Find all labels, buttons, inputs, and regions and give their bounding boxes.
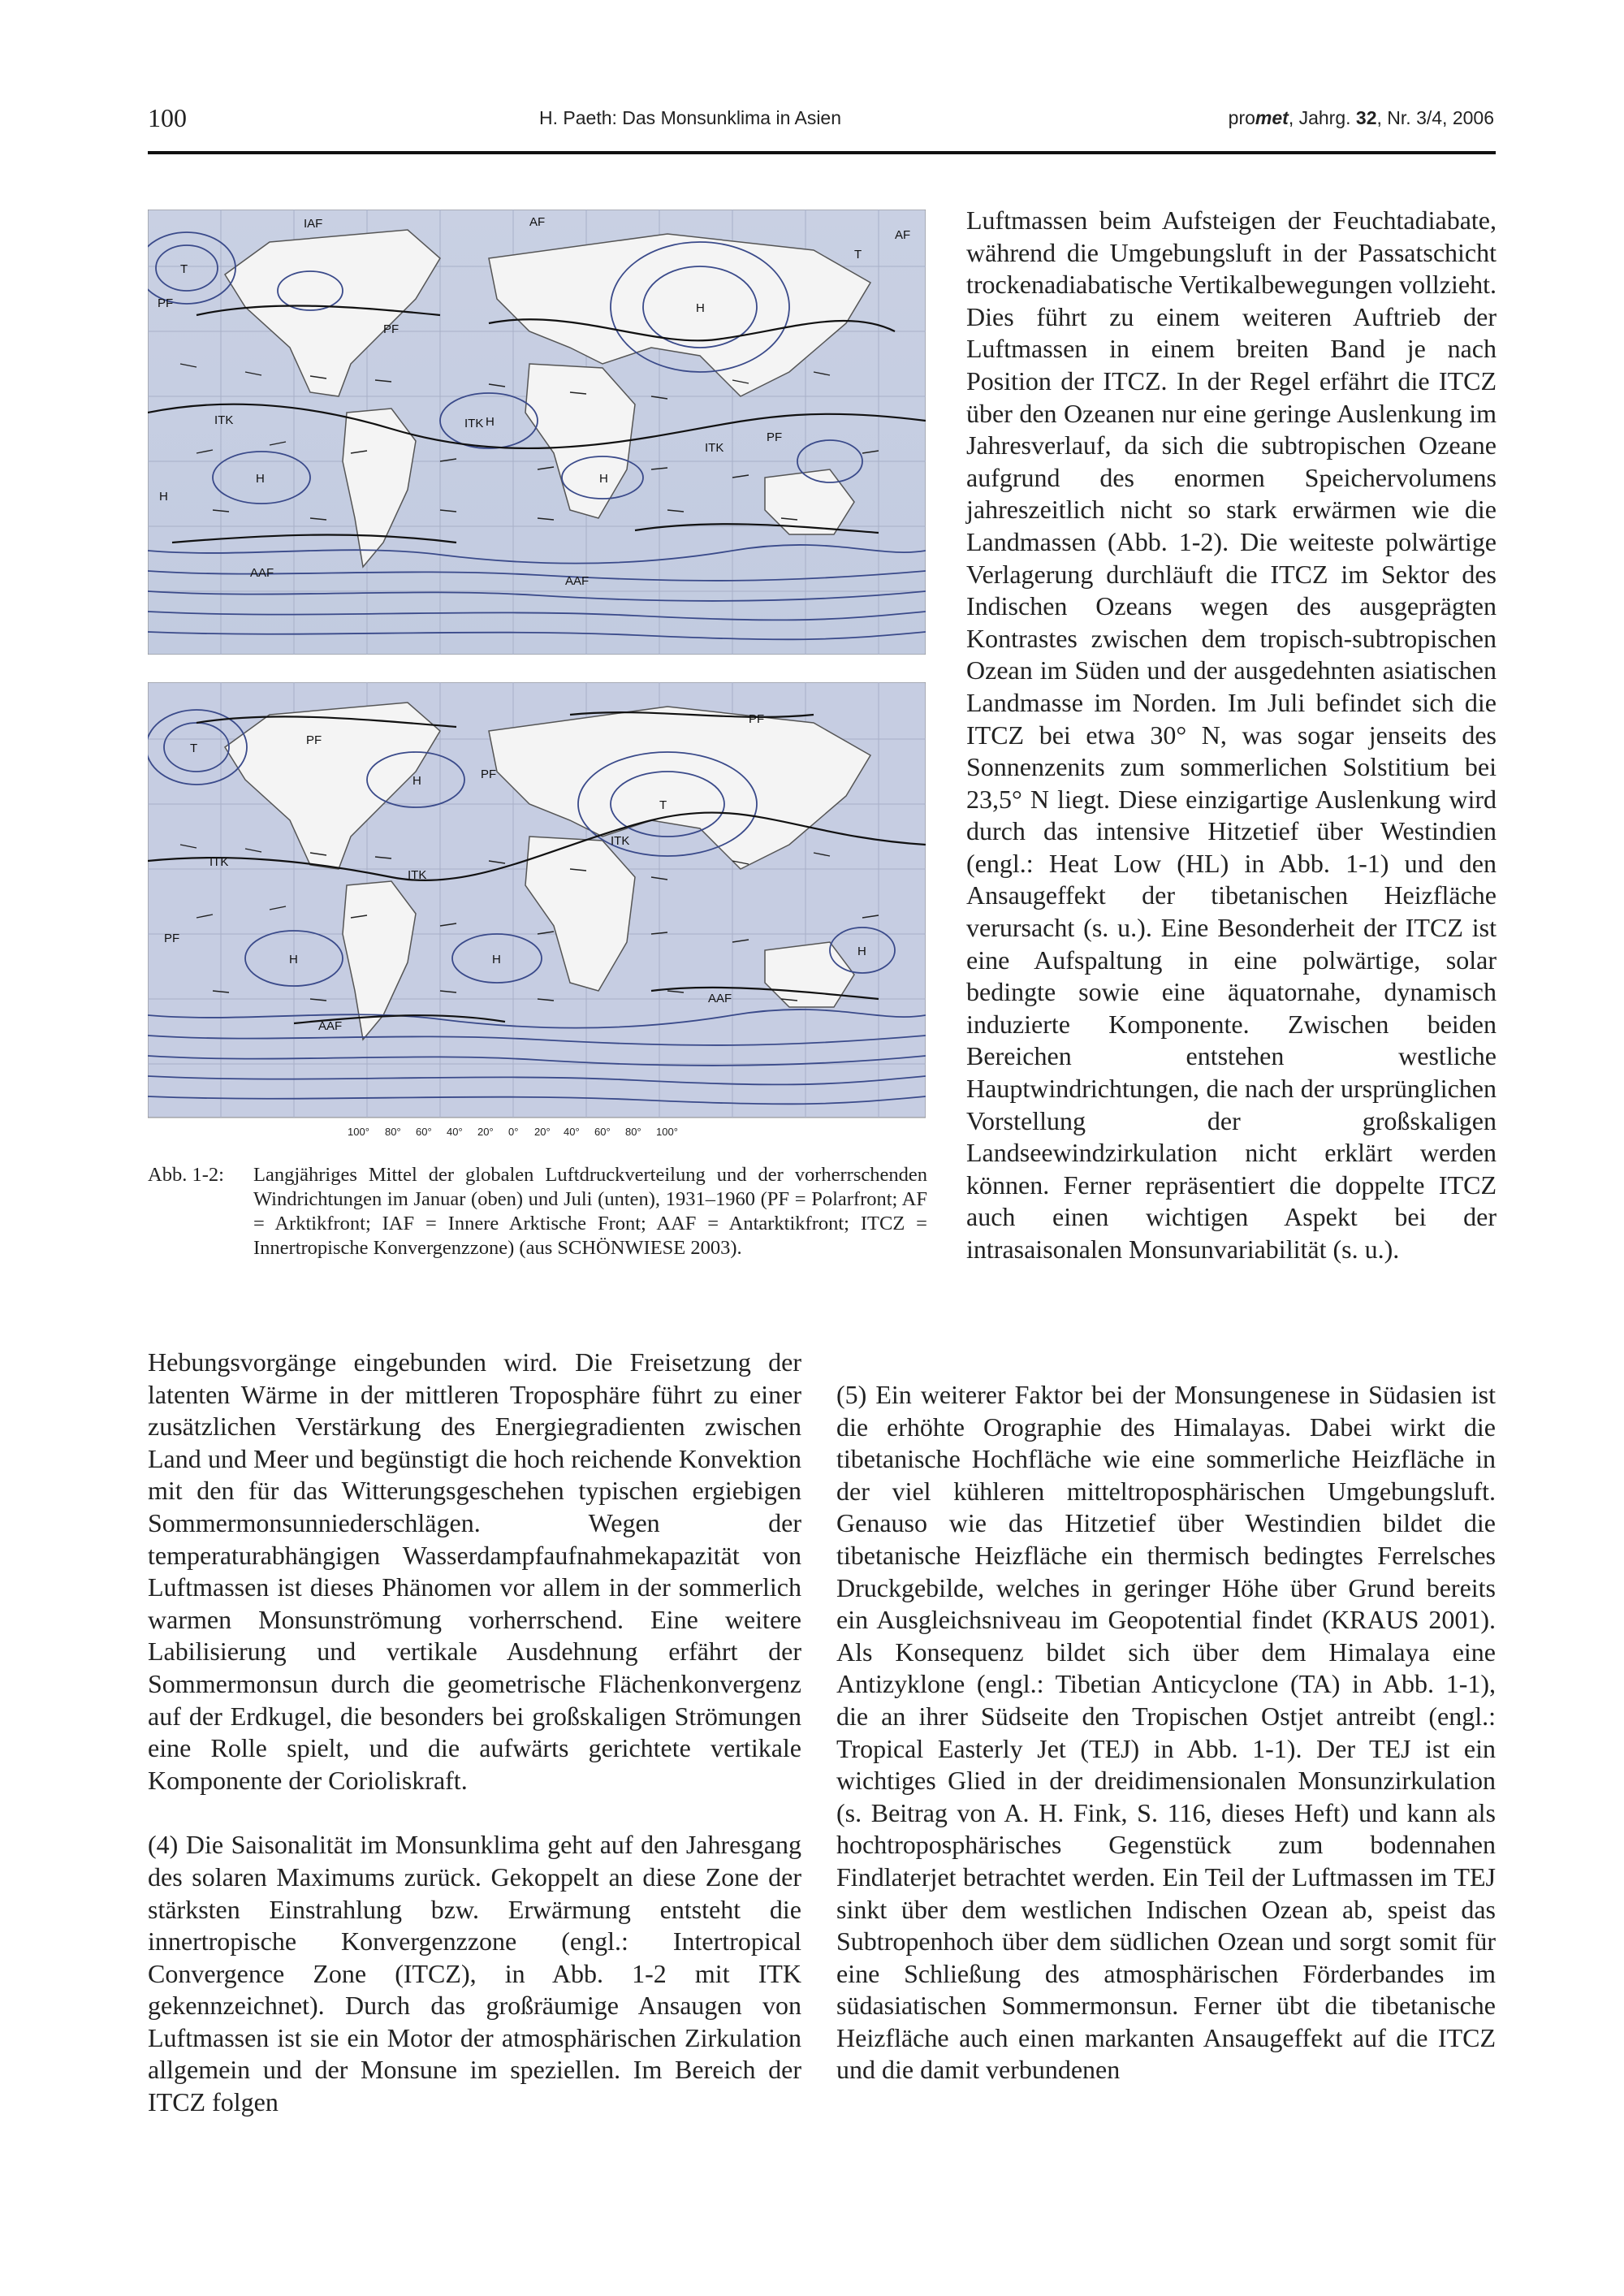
label-july-pf-3: PF [749, 712, 765, 726]
map-january [148, 210, 926, 655]
tick-label: 100° [656, 1126, 678, 1138]
label-july-aaf-2: AAF [708, 992, 732, 1005]
label-itk-1: ITK [214, 413, 234, 427]
figure-caption [148, 1163, 927, 1260]
label-july-t-2: T [190, 742, 198, 755]
label-july-itk-2: ITK [408, 868, 427, 882]
running-title: H. Paeth: Das Monsunklima in Asien [539, 107, 842, 128]
journal-italic: met [1255, 107, 1289, 128]
longitude-ticks [348, 1126, 678, 1138]
label-july-itk-1: ITK [209, 855, 229, 869]
label-july-h-4: H [412, 774, 421, 788]
label-july-t-1: T [659, 798, 667, 812]
tick-label: 40° [447, 1126, 463, 1138]
journal-reference [1222, 107, 1494, 140]
paragraph: (4) Die Saisonalität im Monsunklima geht auf den Jahresgang des solaren Maximums zurück. Gekoppelt an diese Zone der stärksten Einstrahlung bzw. Erwärmung entsteht die innertropische Konvergenzzone (engl.: Intertropical Convergence Zone (ITCZ), in Abb. 1-2 mit ITK gekennzeichnet). Durch das großräumige Ansaugen von Luftmassen ist sie ein Motor der atmosphärischen Zirkulation allgemein und der Monsune im speziellen. Im Bereich der ITCZ folgen [148, 1830, 801, 2117]
label-july-h-3: H [857, 945, 866, 958]
tick-label: 20° [477, 1126, 494, 1138]
tick-label: 80° [625, 1126, 641, 1138]
right-column-bottom [836, 1379, 1496, 2086]
header-rule [148, 151, 1496, 154]
label-july-aaf-1: AAF [318, 1019, 343, 1033]
label-h-3: H [256, 472, 265, 486]
label-aaf-2: AAF [565, 574, 590, 588]
label-h-1: H [696, 301, 705, 315]
label-july-h-1: H [289, 953, 298, 966]
tick-label: 0° [508, 1126, 519, 1138]
label-july-h-2: H [492, 953, 501, 966]
caption-text: Langjähriges Mittel der globalen Luftdruckverteilung und der vorherrschenden Windrichtungen im Januar (oben) und Juli (unten), 1931–1960 (PF = Polarfront; AF = Arktikfront; IAF = Innere Arktische Front; AAF = Antarktikfront; ITCZ = Innertropische Konvergenzzone) (aus SCHÖNWIESE 2003). [253, 1164, 927, 1259]
paragraph: Luftmassen beim Aufsteigen der Feuchtadiabate, während die Umgebungsluft in der Passatschicht trockenadiabatische Vertikalbewegungen vollzieht. Dies führt zu einem weiteren Auftrieb der Luftmassen in einem breiten Band je nach Position der ITCZ. In der Regel erfährt die ITCZ über den Ozeanen nur eine geringe Auslenkung im Jahresverlauf, da sich die subtropischen Ozeane aufgrund des enormen Speichervolumens jahreszeitlich nicht so stark erwärmen wie die Landmassen (Abb. 1-2). Die weiteste polwärtige Verlagerung durchläuft die ITCZ im Sektor des Indischen Ozeans wegen des ausgeprägten Kontrastes zwischen dem tropisch-subtropischen Ozean im Süden und der ausgedehnten asiatischen Landmasse im Norden. Im Juli befindet sich die ITCZ bei etwa 30° N, was sogar jenseits des Sonnenzenits zum sommerlichen Solstitium bei 23,5° N liegt. Diese einzigartige Auslenkung wird durch das intensive Hitzetief über Westindien (engl.: Heat Low (HL) in Abb. 1-1) und den Ansaugeffekt der tibetanischen Heizfläche verursacht (s. u.). Eine Besonderheit der ITCZ ist eine Aufspaltung in eine polwärtige, solar bedingte sowie eine äquatornahe, dynamisch induzierte Komponente. Zwischen beiden Bereichen entstehen westliche Hauptwindrichtungen, die nach der ursprünglichen Vorstellung der großskaligen Landseewindzirkulation nicht erklärt werden können. Ferner repräsentiert die doppelte ITCZ auch einen wichtigen Aspekt bei der intrasaisonalen Monsunvariabilität (s. u.). [966, 205, 1497, 1264]
journal-prefix: pro [1228, 107, 1255, 128]
tick-label: 20° [534, 1126, 551, 1138]
label-july-pf-1: PF [306, 733, 322, 747]
paragraph: Hebungsvorgänge eingebunden wird. Die Freisetzung der latenten Wärme in der mittleren Troposphäre führt zu einer zusätzlichen Verstärkung des Energiegradienten zwischen Land und Meer und begünstigt die hoch reichende Konvektion mit den für das Witterungsgeschehen typischen ergiebigen Sommermonsunniederschlägen. Wegen der temperaturabhängigen Wasserdampfaufnahmekapazität von Luftmassen ist dieses Phänomen vor allem in der sommerlich warmen Monsunströmung vorherrschend. Eine weitere Labilisierung und vertikale Ausdehnung erfährt der Sommermonsun durch die geometrische Flächenkonvergenz auf der Erdkugel, die besonders bei großskaligen Strömungen eine Rolle spielt, und die aufwärts gerichtete vertikale Komponente der Corioliskraft. [148, 1347, 801, 1795]
label-af-1: AF [529, 215, 546, 229]
map-july-figure [148, 682, 926, 1150]
journal-volume: 32 [1355, 107, 1377, 128]
left-column [148, 1347, 801, 2119]
map-july [148, 682, 926, 1150]
journal-issue: , Nr. 3/4, 2006 [1376, 107, 1494, 128]
label-itk-2: ITK [464, 417, 484, 430]
label-aaf-1: AAF [250, 566, 274, 580]
tick-label: 80° [385, 1126, 401, 1138]
label-t-2: T [854, 248, 862, 262]
journal-mid: , Jahrg. [1288, 107, 1356, 128]
label-h-4: H [599, 472, 608, 486]
page-number: 100 [148, 103, 187, 132]
tick-label: 100° [348, 1126, 369, 1138]
label-h-5: H [159, 490, 168, 504]
label-h-2: H [486, 415, 495, 429]
label-july-pf-4: PF [164, 932, 180, 945]
label-t-1: T [180, 262, 188, 276]
label-july-itk-3: ITK [611, 834, 630, 848]
label-july-pf-2: PF [481, 767, 497, 781]
paragraph: (5) Ein weiterer Faktor bei der Monsungenese in Südasien ist die erhöhte Orographie des Himalayas. Dabei wirkt die tibetanische Hochfläche wie eine sommerliche Heizfläche in der viel kühleren mitteltroposphärischen Umgebungsluft. Genauso wie das Hitzetief über Westindien bildet die tibetanische Heizfläche ein thermisch bedingtes Ferrelsches Druckgebilde, welches in geringer Höhe über Grund bereits ein Ausgleichsniveau im Geopotential findet (KRAUS 2001). Als Konsequenz bildet sich über dem Himalaya eine Antizyklone (engl.: Tibetian Anticyclone (TA) in Abb. 1-1), die an ihrer Südseite den Tropischen Ostjet antreibt (engl.: Tropical Easterly Jet (TEJ) in Abb. 1-1). Der TEJ ist ein wichtiges Glied in der dreidimensionalen Monsunzirkulation (s. Beitrag von A. H. Fink, S. 116, dieses Heft) und kann als hochtroposphärisches Gegenstück zum bodennahen Findlaterjet betrachtet werden. Ein Teil der Luftmassen im TEJ sinkt über dem westlichen Indischen Ozean ab, speist das Subtropenhoch über dem südlichen Ozean und sorgt somit für eine Schließung des atmosphärischen Förderbandes im südasiatischen Sommermonsun. Ferner übt die tibetanische Heizfläche auch einen markanten Ansaugeffekt auf die ITCZ und die damit verbundenen [836, 1380, 1496, 2085]
tick-label: 60° [416, 1126, 432, 1138]
right-column-top [966, 205, 1497, 1266]
label-pf-1: PF [158, 296, 174, 310]
caption-label: Abb. 1-2: [148, 1164, 224, 1186]
map-january-figure [148, 210, 926, 655]
label-pf-2: PF [383, 322, 400, 336]
tick-label: 60° [594, 1126, 611, 1138]
label-iaf: IAF [304, 217, 323, 231]
tick-label: 40° [564, 1126, 580, 1138]
label-itk-3: ITK [705, 441, 724, 455]
label-pf-3: PF [767, 430, 783, 444]
label-af-2: AF [895, 228, 911, 242]
